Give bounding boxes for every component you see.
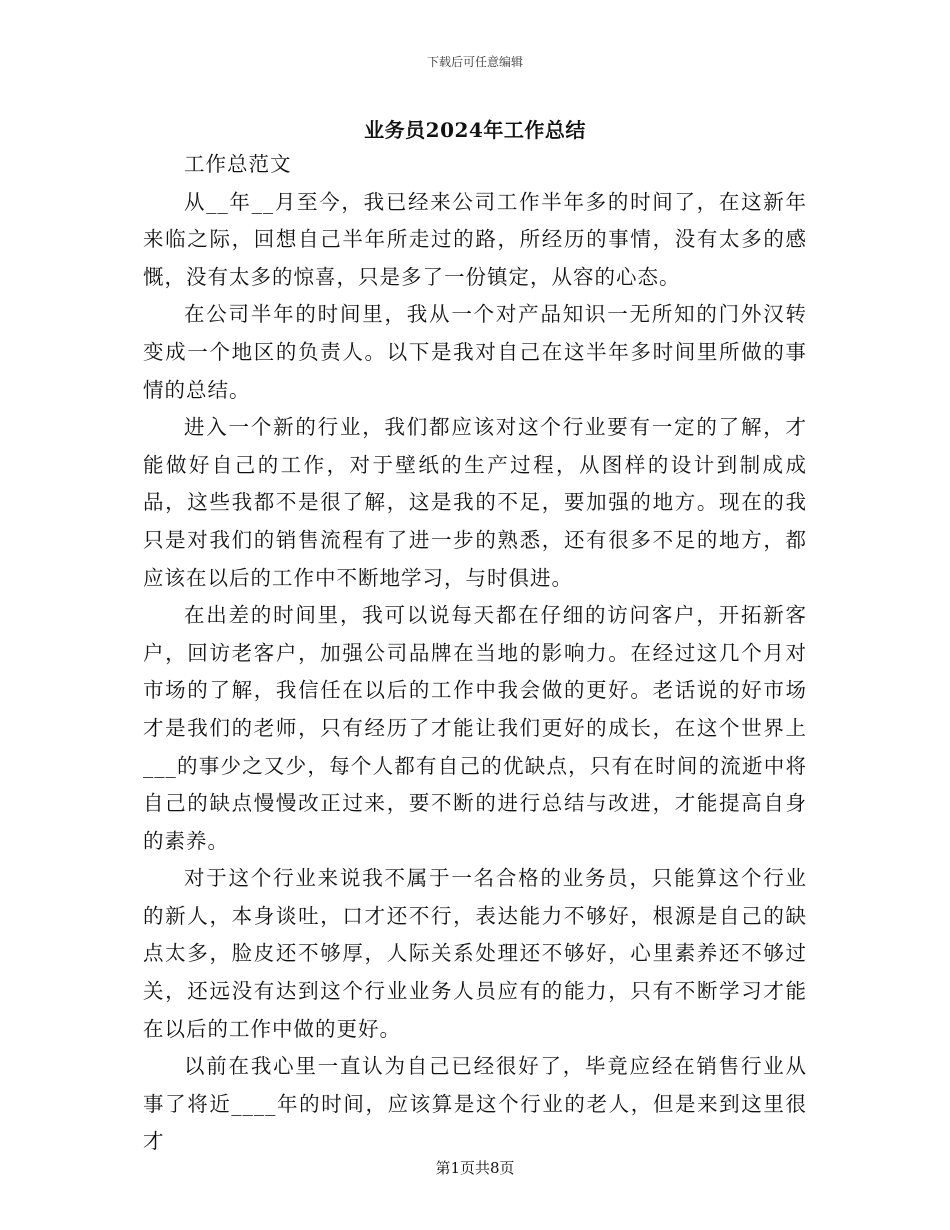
- paragraph: 工作总范文: [184, 152, 292, 176]
- paragraph: 在公司半年的时间里，我从一个对产品知识一无所知的门外汉转变成一个地区的负责人。以下是我对自己在这半年多时间里所做的事情的总结。: [143, 302, 807, 402]
- paragraph: 在出差的时间里，我可以说每天都在仔细的访问客户，开拓新客户，回访老客户，加强公司品牌在当地的影响力。在经过这几个月对市场的了解，我信任在以后的工作中我会做的更好。老话说的好市场才是我们的老师，只有经历了才能让我们更好的成长，在这个世界上___的事少之又少，每个人都有自己的优缺点，只有在时间的流逝中将自己的缺点慢慢改正过来，要不断的进行总结与改进，才能提高自身的素养。: [143, 603, 807, 853]
- paragraph: 以前在我心里一直认为自己已经很好了，毕竟应经在销售行业从事了将近____年的时间，应该算是这个行业的老人，但是来到这里很才: [143, 1054, 807, 1154]
- page-number-footer: 第1页共8页: [435, 1159, 515, 1177]
- paragraph: 进入一个新的行业，我们都应该对这个行业要有一定的了解，才能做好自己的工作，对于壁纸的生产过程，从图样的设计到制成成品，这些我都不是很了解，这是我的不足，要加强的地方。现在的我只是对我们的销售流程有了进一步的熟悉，还有很多不足的地方，都应该在以后的工作中不断地学习，与时俱进。: [143, 415, 807, 590]
- document-body: [143, 146, 807, 1161]
- page-header-note: 下载后可任意编辑: [426, 55, 523, 69]
- paragraph: 对于这个行业来说我不属于一名合格的业务员，只能算这个行业的新人，本身谈吐，口才还不行，表达能力不够好，根源是自己的缺点太多，脸皮还不够厚，人际关系处理还不够好，心里素养还不够过关，还远没有达到这个行业业务人员应有的能力，只有不断学习才能在以后的工作中做的更好。: [143, 866, 807, 1041]
- document-title: 业务员2024年工作总结: [364, 118, 586, 142]
- paragraph: 从__年__月至今，我已经来公司工作半年多的时间了，在这新年来临之际，回想自己半年所走过的路，所经历的事情，没有太多的感慨，没有太多的惊喜，只是多了一份镇定，从容的心态。: [143, 189, 807, 289]
